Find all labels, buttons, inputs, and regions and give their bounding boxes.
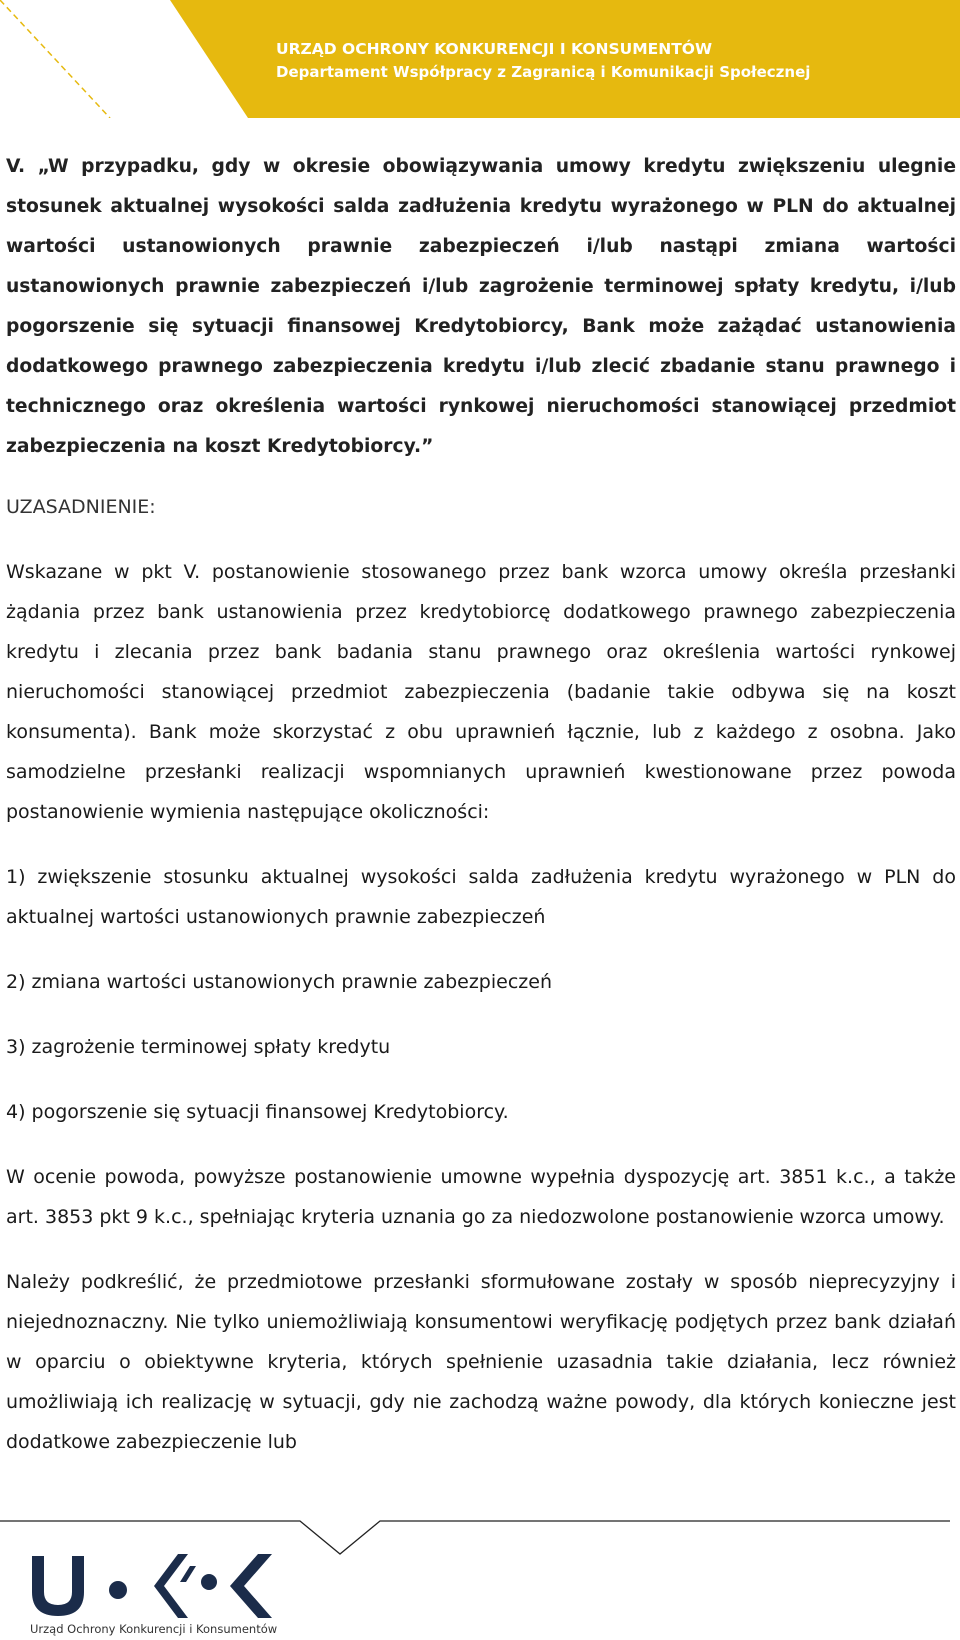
list-item-4: 4) pogorszenie się sytuacji finansowej Kredytobiorcy. xyxy=(6,1101,509,1123)
justification-paragraph-1: Wskazane w pkt V. postanowienie stosowanego przez bank wzorca umowy określa przesłanki żądania przez bank ustanowienia przez kredytobiorcę dodatkowego prawnego zabezpieczenia kredytu i zlecania przez bank badania stanu prawnego oraz określenia wartości rynkowej nieruchomości stanowiącej przedmiot zabezpieczenia (badanie takie odbywa się na koszt konsumenta). Bank może skorzystać z obu uprawnień łącznie, lub z każdego z osobna. Jako samodzielne przesłanki realizacji wspomnianych uprawnień kwestionowane przez powoda postanowienie wymienia następujące okoliczności: xyxy=(6,561,956,823)
uokik-logo xyxy=(28,1552,288,1622)
justification-paragraph-2: W ocenie powoda, powyższe postanowienie umowne wypełnia dyspozycję art. 3851 k.c., a także art. 3853 pkt 9 k.c., spełniając kryteria uznania go za niedozwolone postanowienie wzorca umowy. xyxy=(6,1166,956,1228)
header-banner xyxy=(0,0,960,118)
org-name: URZĄD OCHRONY KONKURENCJI I KONSUMENTÓW xyxy=(276,40,713,58)
document-body xyxy=(6,147,956,1462)
list-item-1: 1) zwiększenie stosunku aktualnej wysokości salda zadłużenia kredytu wyrażonego w PLN do aktualnej wartości ustanowionych prawnie zabezpieczeń xyxy=(6,866,956,928)
justification-paragraph-3: Należy podkreślić, że przedmiotowe przesłanki sformułowane zostały w sposób nieprecyzyjny i niejednoznaczny. Nie tylko uniemożliwiają konsumentowi weryfikację podjętych przez bank działań w oparciu o obiektywne kryteria, których spełnienie uzasadnia takie działania, lecz również umożliwiają ich realizację w sytuacji, gdy nie zachodzą ważne powody, dla których konieczne jest dodatkowe zabezpieczenie lub xyxy=(6,1271,956,1453)
header-text xyxy=(276,38,810,84)
list-item-3: 3) zagrożenie terminowej spłaty kredytu xyxy=(6,1036,391,1058)
justification-heading: UZASADNIENIE: xyxy=(6,496,156,518)
department-name: Departament Współpracy z Zagranicą i Komunikacji Społecznej xyxy=(276,63,811,81)
contract-clause: V. „W przypadku, gdy w okresie obowiązywania umowy kredytu zwiększeniu ulegnie stosunek aktualnej wysokości salda zadłużenia kredytu wyrażonego w PLN do aktualnej wartości ustanowionych prawnie zabezpieczeń i/lub nastąpi zmiana wartości ustanowionych prawnie zabezpieczeń i/lub zagrożenie terminowej spłaty kredytu, i/lub pogorszenie się sytuacji finansowej Kredytobiorcy, Bank może zażądać ustanowienia dodatkowego prawnego zabezpieczenia kredytu i/lub zlecić zbadanie stanu prawnego i technicznego oraz określenia wartości rynkowej nieruchomości stanowiącej przedmiot zabezpieczenia na koszt Kredytobiorcy.” xyxy=(6,156,956,457)
logo-caption: Urząd Ochrony Konkurencji i Konsumentów xyxy=(30,1622,278,1636)
list-item-2: 2) zmiana wartości ustanowionych prawnie zabezpieczeń xyxy=(6,971,552,993)
